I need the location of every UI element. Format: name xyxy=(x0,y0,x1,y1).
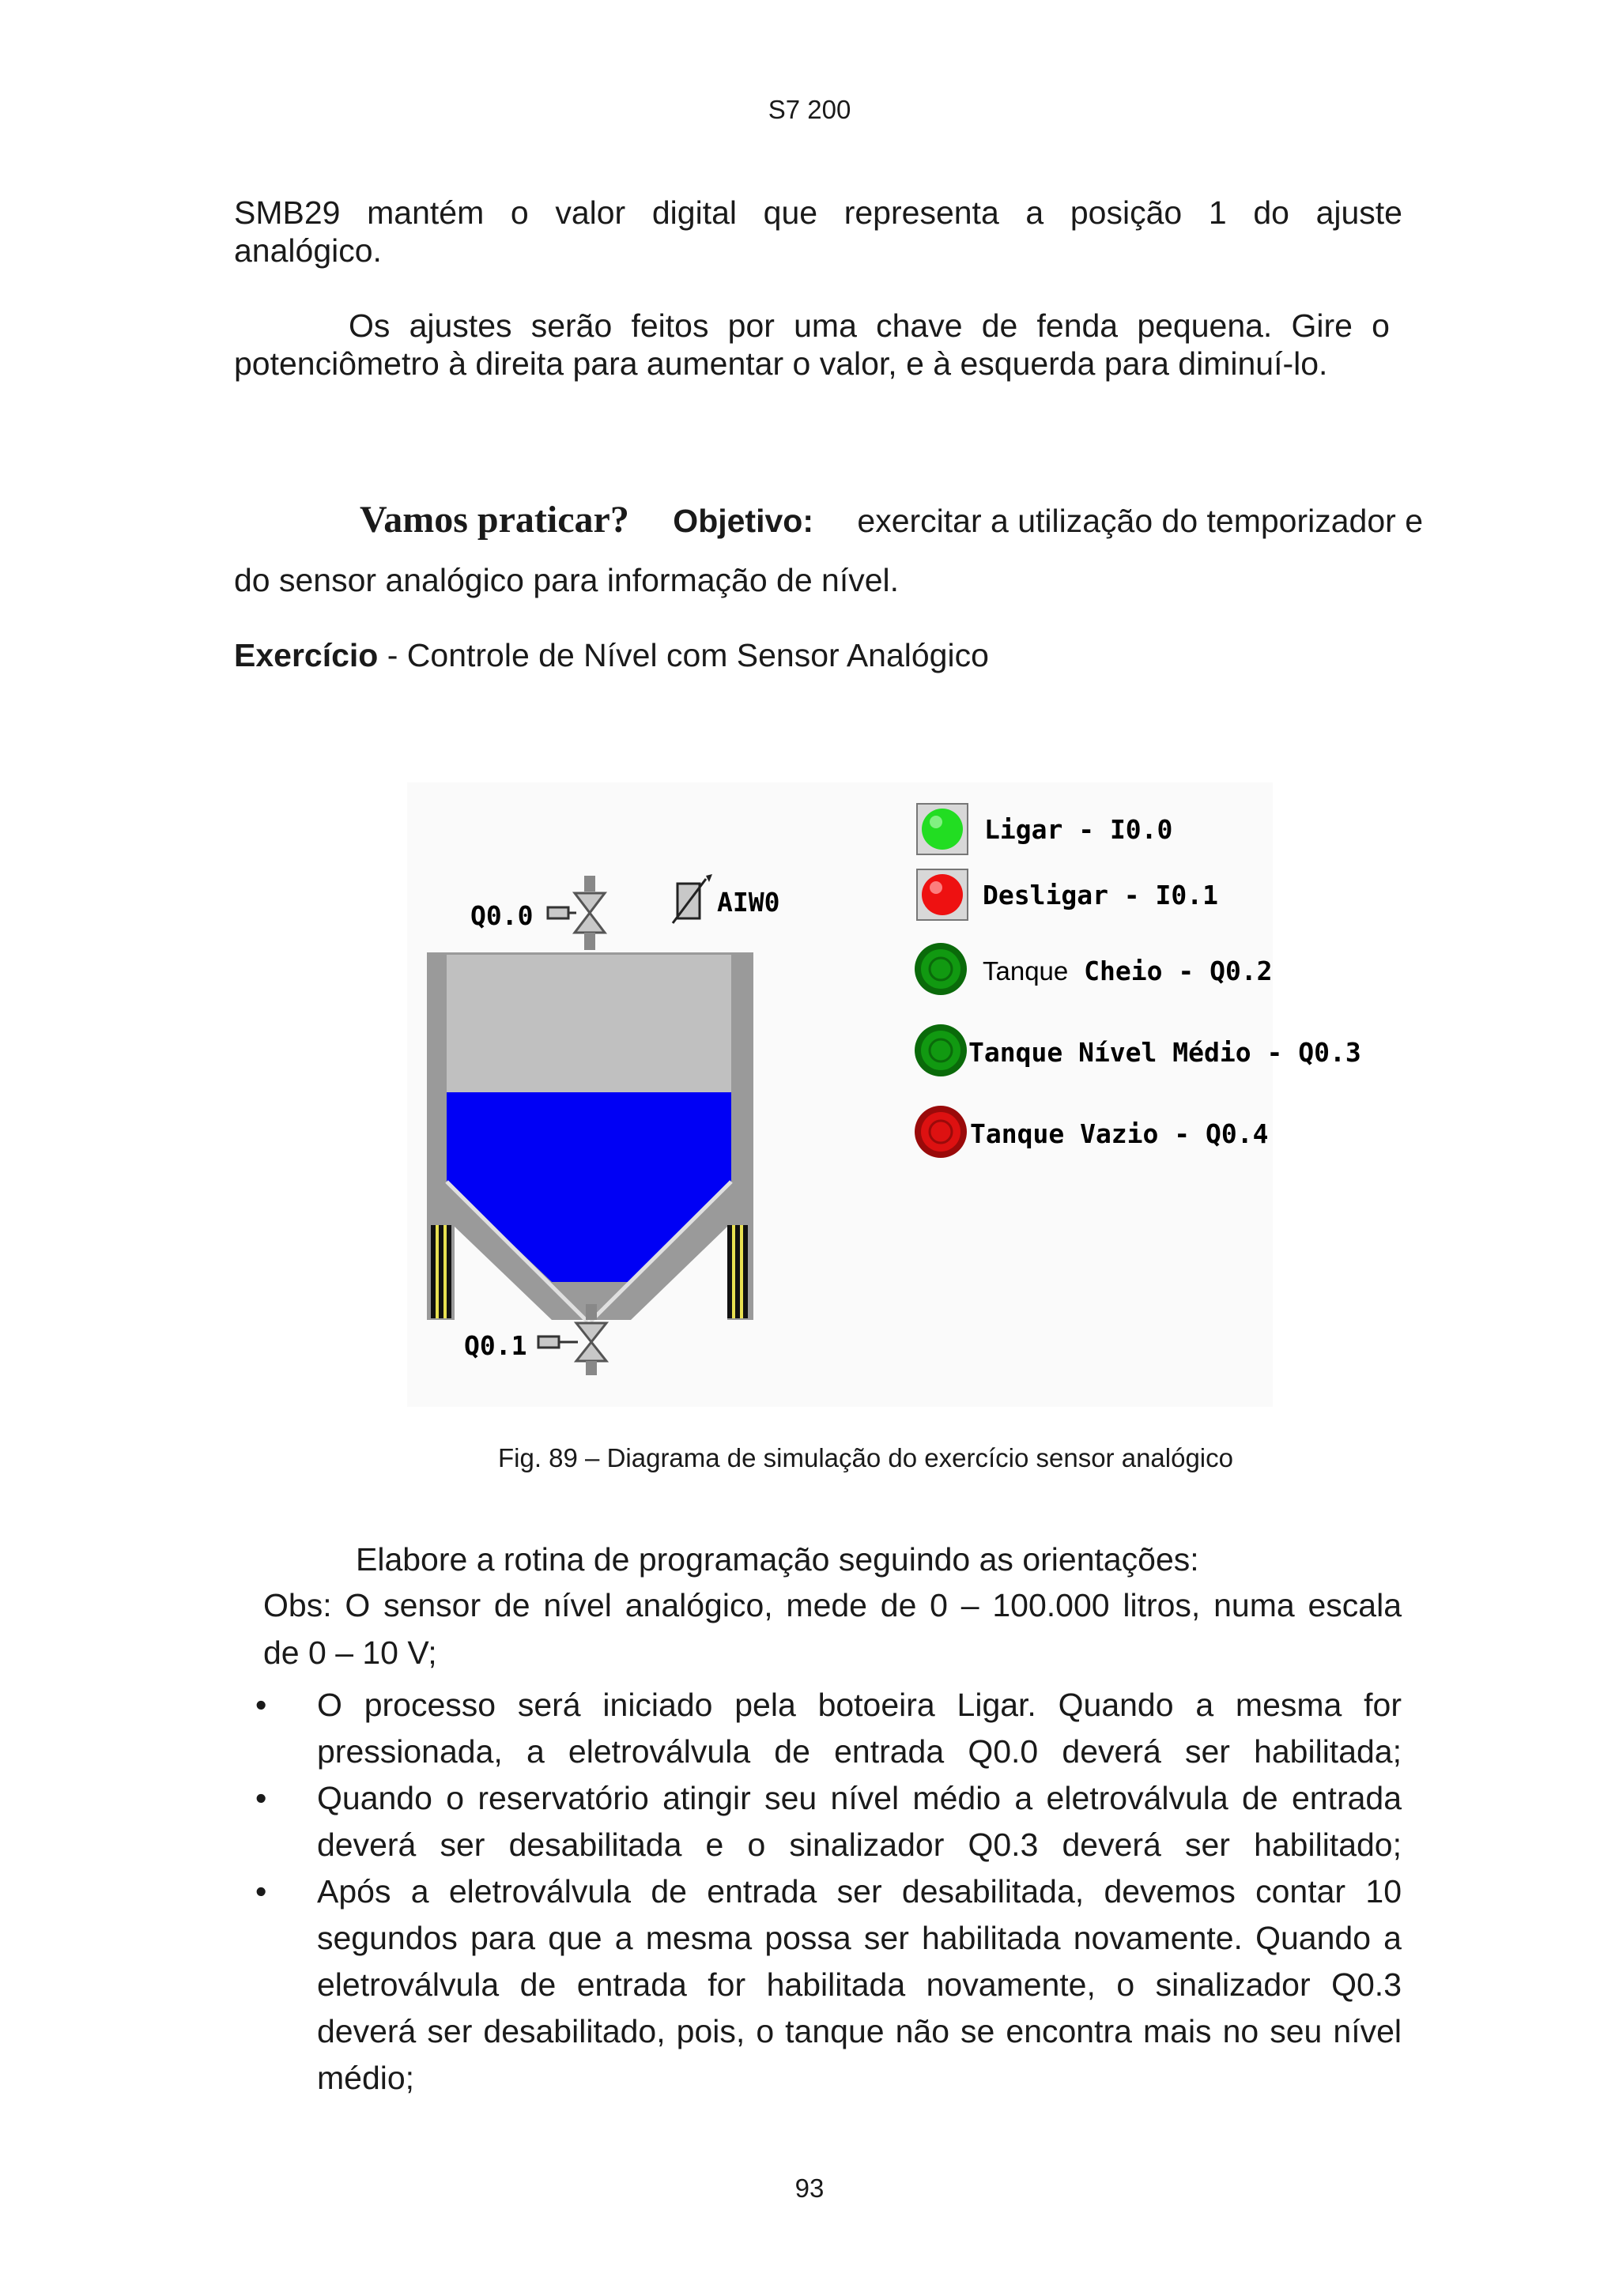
simulation-figure xyxy=(407,782,1361,1407)
exercise-title: - Controle de Nível com Sensor Analógico xyxy=(378,637,989,673)
legend-desligar: Desligar - I0.1 xyxy=(983,880,1219,910)
bullet-symbol: • xyxy=(255,1687,267,1723)
instruction-bullet-3: • Após a eletroválvula de entrada ser desabilitada, devemos contar 10 segundos para que a mesma possa ser habilitada novamente. Quando a eletroválvula de entrada for habilitada novamente, o sinalizador Q0.3 deverá ser desabilitado, pois, o tanque não se encontra mais no seu nível médio; xyxy=(263,1868,1402,2102)
legend-tanque-cheio: Tanque Cheio - Q0.2 xyxy=(983,956,1273,986)
stop-button-icon[interactable] xyxy=(917,869,968,920)
instructions-intro: Elabore a rotina de programação seguindo as orientações: xyxy=(356,1541,1199,1578)
tank-full-lamp-icon xyxy=(915,943,967,995)
tank-leg-left xyxy=(431,1225,451,1318)
legend-tanque-vazio: Tanque Vazio - Q0.4 xyxy=(970,1118,1269,1149)
outlet-valve-label: Q0.1 xyxy=(464,1330,527,1361)
legend-ligar: Ligar - I0.0 xyxy=(984,814,1173,845)
paragraph-smb29-line2: analógico. xyxy=(234,232,382,269)
bullet-symbol: • xyxy=(255,1780,267,1816)
tank-empty-lamp-icon xyxy=(915,1106,967,1158)
legend-tanque-medio: Tanque Nível Médio - Q0.3 xyxy=(968,1037,1361,1068)
start-button-icon[interactable] xyxy=(917,804,968,854)
instructions-obs-line1: Obs: O sensor de nível analógico, mede de 0 – 100.000 litros, numa escala xyxy=(263,1587,1402,1623)
instructions-obs-line2: de 0 – 10 V; xyxy=(263,1634,437,1671)
tank-leg-right xyxy=(727,1225,748,1318)
sensor-label: AIW0 xyxy=(717,887,780,918)
instruction-bullet-1: • O processo será iniciado pela botoeira Ligar. Quando a mesma for pressionada, a eletroválvula de entrada Q0.0 deverá ser habilitada; xyxy=(263,1682,1402,1775)
exercise-heading xyxy=(234,637,989,674)
running-header: S7 200 xyxy=(768,95,851,124)
instruction-bullet-2: • Quando o reservatório atingir seu nível médio a eletroválvula de entrada deverá ser desabilitada e o sinalizador Q0.3 deverá ser habilitado; xyxy=(263,1775,1402,1868)
bullet-symbol: • xyxy=(255,1873,267,1910)
practice-title: Vamos praticar? xyxy=(360,499,629,541)
paragraph-smb29-line1: SMB29 mantém o valor digital que representa a posição 1 do ajuste xyxy=(234,194,1402,231)
paragraph-ajustes-line2: potenciômetro à direita para aumentar o valor, e à esquerda para diminuí-lo. xyxy=(234,345,1328,382)
inlet-valve-label: Q0.0 xyxy=(470,900,534,931)
tank-medium-lamp-icon xyxy=(915,1024,967,1076)
simulation-diagram xyxy=(407,782,1361,1407)
paragraph-ajustes-line1: Os ajustes serão feitos por uma chave de fenda pequena. Gire o xyxy=(349,307,1390,344)
exercise-label: Exercício xyxy=(234,637,379,673)
practice-heading xyxy=(360,498,1423,541)
objective-label: Objetivo: xyxy=(673,503,813,539)
objective-text-continued: do sensor analógico para informação de nível. xyxy=(234,562,900,598)
figure-caption: Fig. 89 – Diagrama de simulação do exercício sensor analógico xyxy=(498,1443,1233,1472)
page-number: 93 xyxy=(794,2173,825,2203)
objective-text: exercitar a utilização do temporizador e xyxy=(857,503,1423,539)
